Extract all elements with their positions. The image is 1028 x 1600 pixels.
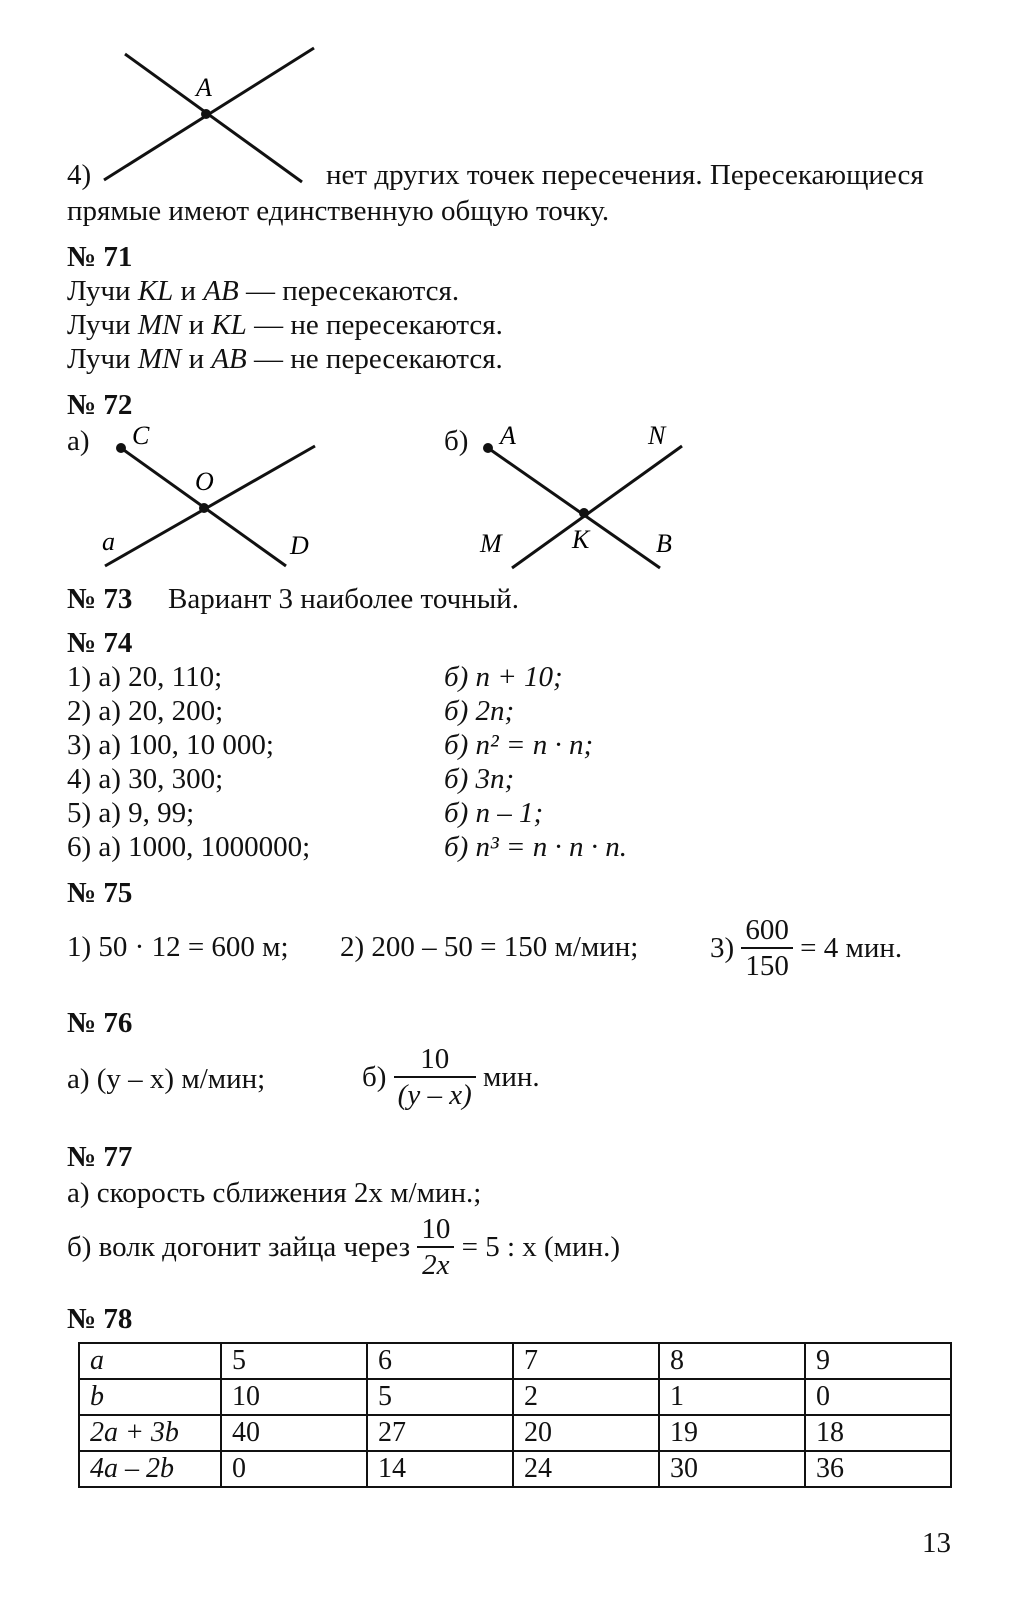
point-label-m: M	[480, 529, 502, 558]
figure-72-a	[90, 418, 330, 578]
table-cell: 5	[221, 1343, 367, 1379]
problem-74-row-4-left: 4) а) 30, 300;	[67, 763, 224, 795]
item-4-text-line1: нет других точек пересечения. Пересекающиеся	[326, 159, 924, 191]
point-label-a: A	[500, 421, 516, 450]
table-row-header: 4a – 2b	[79, 1451, 221, 1487]
point-label-d: D	[290, 531, 309, 560]
problem-71-line-3: Лучи MN и AB — не пересекаются.	[67, 343, 503, 375]
problem-74-row-2-left: 2) а) 20, 200;	[67, 695, 224, 727]
problem-72-a-label: а)	[67, 425, 90, 457]
problem-74-row-6-left: 6) а) 1000, 1000000;	[67, 831, 311, 863]
table-row	[79, 1379, 951, 1415]
problem-74-row-1-left: 1) а) 20, 110;	[67, 661, 223, 693]
table-cell: 2	[513, 1379, 659, 1415]
problem-71-line-1: Лучи KL и AB — пересекаются.	[67, 275, 460, 307]
page-number: 13	[922, 1527, 951, 1559]
problem-74-row-3-left: 3) а) 100, 10 000;	[67, 729, 274, 761]
table-cell: 30	[659, 1451, 805, 1487]
table-cell: 5	[367, 1379, 513, 1415]
table-cell: 1	[659, 1379, 805, 1415]
table-row-header: a	[79, 1343, 221, 1379]
problem-74-row-6-right: б) n³ = n · n · n.	[444, 831, 628, 863]
problem-73-header: № 73	[67, 583, 133, 615]
table-row-header: 2a + 3b	[79, 1415, 221, 1451]
problem-76-part-a: а) (y – x) м/мин;	[67, 1063, 266, 1095]
problem-76-header: № 76	[67, 1007, 133, 1039]
table-cell: 27	[367, 1415, 513, 1451]
table-row-header: b	[79, 1379, 221, 1415]
table-cell: 9	[805, 1343, 951, 1379]
problem-74-row-5-left: 5) а) 9, 99;	[67, 797, 195, 829]
problem-75-part-2: 2) 200 – 50 = 150 м/мин;	[340, 931, 639, 963]
point-label-k: K	[572, 525, 590, 554]
table-row	[79, 1415, 951, 1451]
fraction-10-y-minus-x: $\frac{10}{(y - x)}$	[394, 1042, 476, 1112]
table-cell: 0	[221, 1451, 367, 1487]
problem-71-line-2: Лучи MN и KL — не пересекаются.	[67, 309, 503, 341]
problem-74-row-1-right: б) n + 10;	[444, 661, 563, 693]
item-4-label: 4)	[67, 159, 92, 191]
point-label-c: C	[132, 421, 150, 450]
problem-73-text: Вариант 3 наиболее точный.	[168, 583, 519, 615]
table-cell: 0	[805, 1379, 951, 1415]
table-cell: 8	[659, 1343, 805, 1379]
table-cell: 14	[367, 1451, 513, 1487]
table-cell: 10	[221, 1379, 367, 1415]
table-cell: 40	[221, 1415, 367, 1451]
point-label-n: N	[648, 421, 666, 450]
problem-77-header: № 77	[67, 1141, 133, 1173]
problem-74-row-4-right: б) 3n;	[444, 763, 515, 795]
problem-75-header: № 75	[67, 877, 133, 909]
fraction-600-150: $\frac{600}{150}$	[741, 913, 793, 983]
problem-74-row-2-right: б) 2n;	[444, 695, 515, 727]
point-label-o: O	[195, 467, 214, 496]
table-cell: 19	[659, 1415, 805, 1451]
table-cell: 7	[513, 1343, 659, 1379]
table-cell: 24	[513, 1451, 659, 1487]
point-label-b: B	[656, 529, 672, 558]
table-cell: 36	[805, 1451, 951, 1487]
problem-72-b-label: б)	[444, 425, 469, 457]
table-78	[78, 1342, 952, 1488]
line-label-a: a	[102, 527, 115, 556]
problem-74-header: № 74	[67, 627, 133, 659]
table-row	[79, 1451, 951, 1487]
problem-74-row-3-right: б) n² = n · n;	[444, 729, 594, 761]
problem-72-header: № 72	[67, 389, 133, 421]
table-row	[79, 1343, 951, 1379]
problem-71-header: № 71	[67, 241, 133, 273]
problem-77-part-b: б) волк догонит зайца через $\frac{10}{2x}$ = 5 : x (мин.)	[67, 1213, 620, 1281]
problem-75-part-1: 1) 50 · 12 = 600 м;	[67, 931, 289, 963]
table-cell: 18	[805, 1415, 951, 1451]
problem-75-part-3: 3) $\frac{600}{150}$ = 4 мин.	[710, 914, 903, 982]
problem-74-row-5-right: б) n – 1;	[444, 797, 544, 829]
point-label-a: A	[196, 73, 212, 102]
table-cell: 20	[513, 1415, 659, 1451]
item-4-text-line2: прямые имеют единственную общую точку.	[67, 195, 610, 227]
figure-72-b	[470, 418, 700, 578]
problem-77-part-a: а) скорость сближения 2x м/мин.;	[67, 1177, 482, 1209]
figure-intersecting-lines-4	[90, 40, 320, 200]
fraction-10-2x: $\frac{10}{2x}$	[417, 1212, 454, 1282]
problem-78-header: № 78	[67, 1303, 133, 1335]
problem-76-part-b: б) $\frac{10}{(y - x)}$ мин.	[362, 1043, 540, 1111]
table-cell: 6	[367, 1343, 513, 1379]
